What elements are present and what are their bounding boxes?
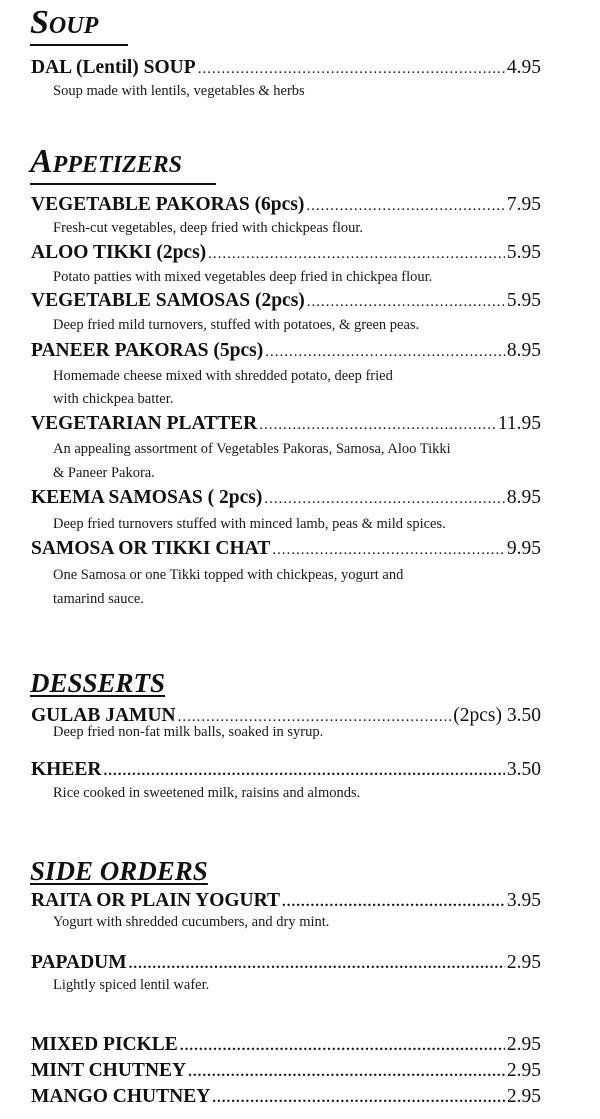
dot-leader — [129, 953, 505, 975]
item-price: (2pcs) 3.50 — [453, 705, 541, 726]
menu-item — [31, 290, 541, 313]
menu-item — [31, 340, 541, 363]
section-rule — [30, 44, 128, 46]
item-price: 2.95 — [506, 1034, 541, 1055]
item-name: KHEER — [31, 759, 102, 780]
menu-item — [31, 57, 541, 80]
dot-leader — [188, 1061, 505, 1083]
item-name: KEEMA SAMOSAS ( 2pcs) — [31, 487, 263, 508]
item-description: One Samosa or one Tikki topped with chickpeas, yogurt and — [53, 567, 404, 583]
section-title-desserts: DESSERTS — [30, 668, 166, 698]
item-price: 3.95 — [506, 890, 541, 911]
dot-leader — [306, 195, 504, 217]
section-title-appetizers: Appetizers — [30, 143, 183, 180]
menu-item — [31, 759, 541, 782]
dot-leader — [265, 341, 505, 363]
menu-item — [31, 487, 541, 510]
item-name: VEGETARIAN PLATTER — [31, 413, 258, 434]
item-description: Potato patties with mixed vegetables deep fried in chickpea flour. — [53, 269, 433, 285]
item-price: 2.95 — [506, 952, 541, 973]
menu-item — [31, 538, 541, 561]
item-description: tamarind sauce. — [53, 591, 144, 607]
item-price: 8.95 — [506, 487, 541, 508]
dot-leader — [259, 414, 496, 436]
dot-leader — [208, 243, 505, 265]
item-description: Soup made with lentils, vegetables & herbs — [53, 83, 305, 99]
menu-item — [31, 952, 541, 975]
item-description: Yogurt with shredded cucumbers, and dry mint. — [53, 914, 330, 930]
item-price: 5.95 — [506, 242, 541, 263]
item-name: RAITA OR PLAIN YOGURT — [31, 890, 281, 911]
item-name: GULAB JAMUN — [31, 705, 176, 726]
item-name: MINT CHUTNEY — [31, 1060, 187, 1081]
dot-leader — [212, 1087, 505, 1109]
dot-leader — [180, 1035, 505, 1057]
menu-item — [31, 890, 541, 913]
dot-leader — [198, 58, 505, 80]
item-price: 2.95 — [506, 1060, 541, 1081]
section-rule — [30, 183, 216, 185]
item-description: Lightly spiced lentil wafer. — [53, 977, 210, 993]
item-name: ALOO TIKKI (2pcs) — [31, 242, 207, 263]
menu-item — [31, 1034, 541, 1057]
item-price: 8.95 — [506, 340, 541, 361]
item-description: with chickpea batter. — [53, 391, 174, 407]
item-description: Fresh-cut vegetables, deep fried with chickpeas flour. — [53, 220, 364, 236]
item-price: 2.95 — [506, 1086, 541, 1107]
item-name: PANEER PAKORAS (5pcs) — [31, 340, 264, 361]
dot-leader — [103, 760, 504, 782]
item-description: Deep fried mild turnovers, stuffed with potatoes, & green peas. — [53, 317, 420, 333]
menu-item — [31, 194, 541, 217]
section-title-side-orders: SIDE ORDERS — [30, 856, 208, 886]
dot-leader — [272, 539, 505, 561]
dot-leader — [307, 291, 505, 313]
item-description: & Paneer Pakora. — [53, 465, 155, 481]
item-name: DAL (Lentil) SOUP — [31, 57, 196, 78]
item-name: VEGETABLE SAMOSAS (2pcs) — [31, 290, 305, 311]
item-description: Rice cooked in sweetened milk, raisins and almonds. — [53, 785, 361, 801]
menu-item — [31, 242, 541, 265]
menu-item — [31, 1060, 541, 1083]
item-price: 9.95 — [506, 538, 541, 559]
item-name: MIXED PICKLE — [31, 1034, 178, 1055]
item-name: VEGETABLE PAKORAS (6pcs) — [31, 194, 305, 215]
item-price: 11.95 — [497, 413, 541, 434]
item-price: 3.50 — [506, 759, 541, 780]
item-description: Deep fried turnovers stuffed with minced lamb, peas & mild spices. — [53, 516, 446, 532]
item-price: 4.95 — [506, 57, 541, 78]
menu-item — [31, 1086, 541, 1109]
item-name: PAPADUM — [31, 952, 127, 973]
dot-leader — [282, 891, 505, 913]
dot-leader — [264, 488, 505, 510]
item-price: 7.95 — [506, 194, 541, 215]
item-name: SAMOSA OR TIKKI CHAT — [31, 538, 271, 559]
menu-item — [31, 413, 541, 436]
item-price: 5.95 — [506, 290, 541, 311]
item-description: Deep fried non-fat milk balls, soaked in syrup. — [53, 724, 324, 740]
item-description: Homemade cheese mixed with shredded potato, deep fried — [53, 368, 393, 384]
item-name: MANGO CHUTNEY — [31, 1086, 211, 1107]
section-title-soup: Soup — [30, 4, 99, 41]
item-description: An appealing assortment of Vegetables Pakoras, Samosa, Aloo Tikki — [53, 441, 451, 457]
